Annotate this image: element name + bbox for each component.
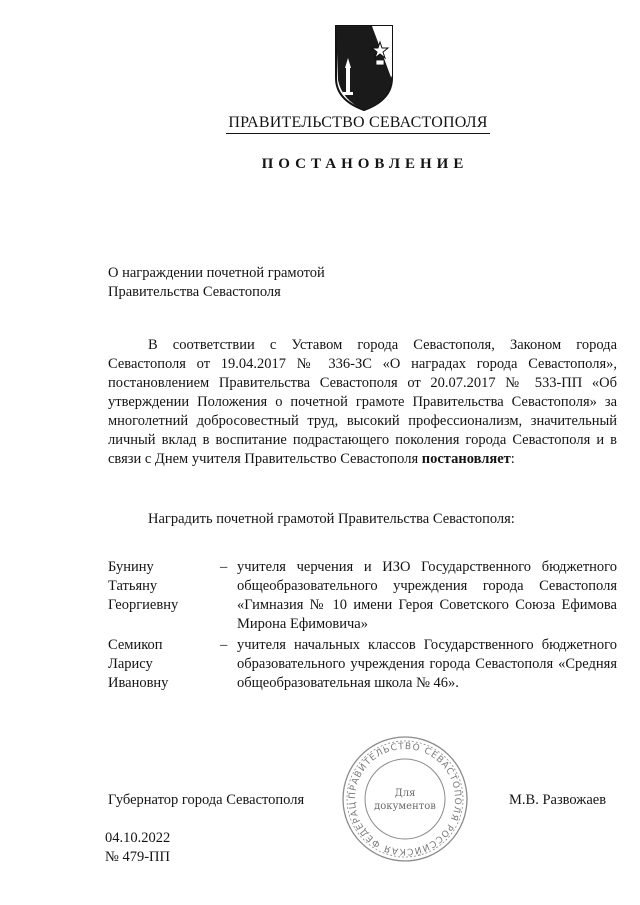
document-footer <box>105 829 170 867</box>
awardee-surname: Семикоп <box>108 637 163 653</box>
document-number: № 479-ПП <box>105 849 170 865</box>
awardee-patronymic: Ивановну <box>108 675 169 691</box>
seal-outer-text: ПРАВИТЕЛЬСТВО СЕВАСТОПОЛЯ РОССИЙСКАЯ ФЕДЕРАЦ <box>347 741 463 857</box>
official-seal-stamp <box>340 734 470 864</box>
signatory-name: М.В. Развожаев <box>509 792 607 808</box>
awardee-first-name: Ларису <box>108 656 153 672</box>
subject-line-2: Правительства Севастополя <box>108 284 281 300</box>
awardee-surname: Бунину <box>108 559 154 575</box>
awardee-name <box>108 636 218 693</box>
document-date: 04.10.2022 <box>105 830 171 846</box>
seal-inner-line-1: Для <box>394 788 416 799</box>
awardee-description: учителя начальных классов Государственного бюджетного образовательного учреждения города Севастополя «Средняя общеобразовательная школа № 46». <box>237 637 617 691</box>
government-title: ПРАВИТЕЛЬСТВО СЕВАСТОПОЛЯ <box>0 114 640 134</box>
signatory-position: Губернатор города Севастополя <box>108 792 305 808</box>
sevastopol-coat-of-arms-icon <box>332 20 396 112</box>
seal-inner-line-2: документов <box>374 801 436 812</box>
awardee-description: учителя черчения и ИЗО Государственного бюджетного общеобразовательного учреждения города Севастополя «Гимназия № 10 имени Героя Советского Союза Ефимова Мирона Ефимовича» <box>237 559 617 632</box>
awardee-dash: – <box>220 559 228 575</box>
preamble-end: : <box>510 451 515 467</box>
preamble-text: В соответствии с Уставом города Севастополя, Законом города Севастополя от 19.04.2017 № 336-ЗС «О наградах города Севастополя», постановлением Правительства Севастополя от 20.07.2017 № 533-ПП «Об утверждении Положения о почетной грамоте Правительства Севастополя» за многолетний добросовестный труд, высокий профессионализм, значительный личный вклад в воспитание подрастающего поколения города Севастополя и в связи с Днем учителя Правительство Севастополя <box>108 337 617 467</box>
preamble-paragraph <box>108 336 617 469</box>
document-subject <box>108 264 325 302</box>
order-statement: Наградить почетной грамотой Правительства Севастополя: <box>148 511 515 527</box>
subject-line-1: О награждении почетной грамотой <box>108 265 325 281</box>
preamble-emphasis: постановляет <box>421 451 511 467</box>
awardee-dash: – <box>220 637 228 653</box>
awardee-patronymic: Георгиевну <box>108 597 179 613</box>
awardee-first-name: Татьяну <box>108 578 158 594</box>
document-type: ПОСТАНОВЛЕНИЕ <box>261 156 469 172</box>
awardee-name <box>108 558 218 615</box>
